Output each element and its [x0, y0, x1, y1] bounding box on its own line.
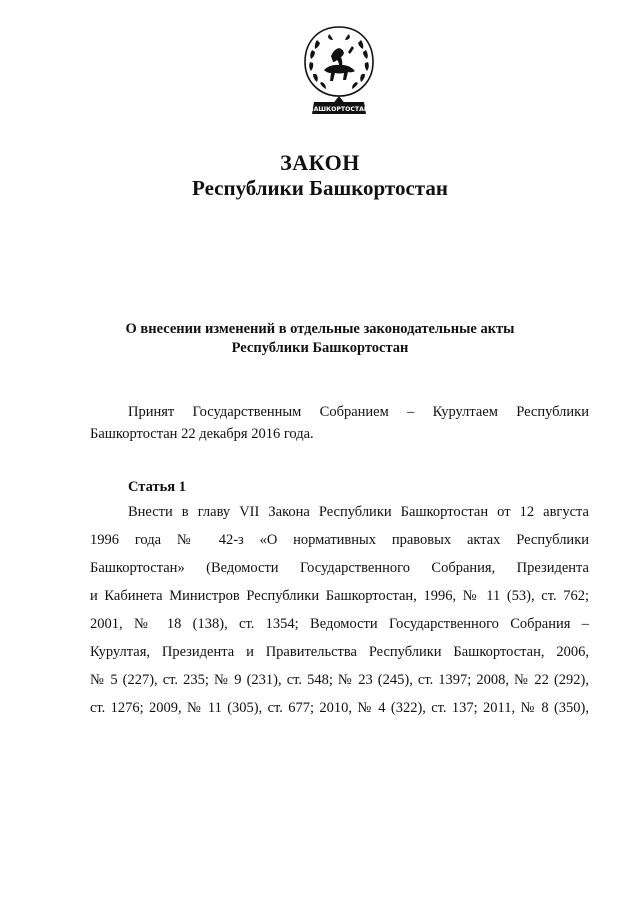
article-line: и Кабинета Министров Республики Башкортостан, 1996, № 11 (53), ст. 762;	[90, 588, 589, 604]
adoption-line-2: Башкортостан 22 декабря 2016 года.	[90, 426, 314, 442]
emblem-ribbon-text: БАШКОРТОСТАН	[308, 106, 370, 113]
law-subject-line-2: Республики Башкортостан	[231, 340, 409, 356]
law-subject-line-1: О внесении изменений в отдельные законодательные акты	[125, 321, 515, 337]
article-line: Курултая, Президента и Правительства Республики Башкортостан, 2006,	[90, 644, 589, 660]
law-title: ЗАКОН	[280, 150, 360, 175]
article-line: 2001, № 18 (138), ст. 1354; Ведомости Государственного Собрания –	[90, 616, 589, 632]
law-title-subtitle: Республики Башкортостан	[192, 176, 448, 200]
article-heading: Статья 1	[128, 479, 186, 495]
article-line: Внести в главу VII Закона Республики Башкортостан от 12 августа	[128, 504, 589, 520]
article-line: ст. 1276; 2009, № 11 (305), ст. 677; 2010, № 4 (322), ст. 137; 2011, № 8 (350),	[90, 700, 589, 716]
article-line: № 5 (227), ст. 235; № 9 (231), ст. 548; № 23 (245), ст. 1397; 2008, № 22 (292),	[90, 672, 589, 688]
article-line: Башкортостан» (Ведомости Государственного Собрания, Президента	[90, 560, 589, 576]
article-line: 1996 года № 42-з «О нормативных правовых актах Республики	[90, 532, 589, 548]
adoption-line-1: Принят Государственным Собранием – Курултаем Республики	[128, 404, 589, 420]
coat-of-arms-icon	[296, 22, 382, 122]
